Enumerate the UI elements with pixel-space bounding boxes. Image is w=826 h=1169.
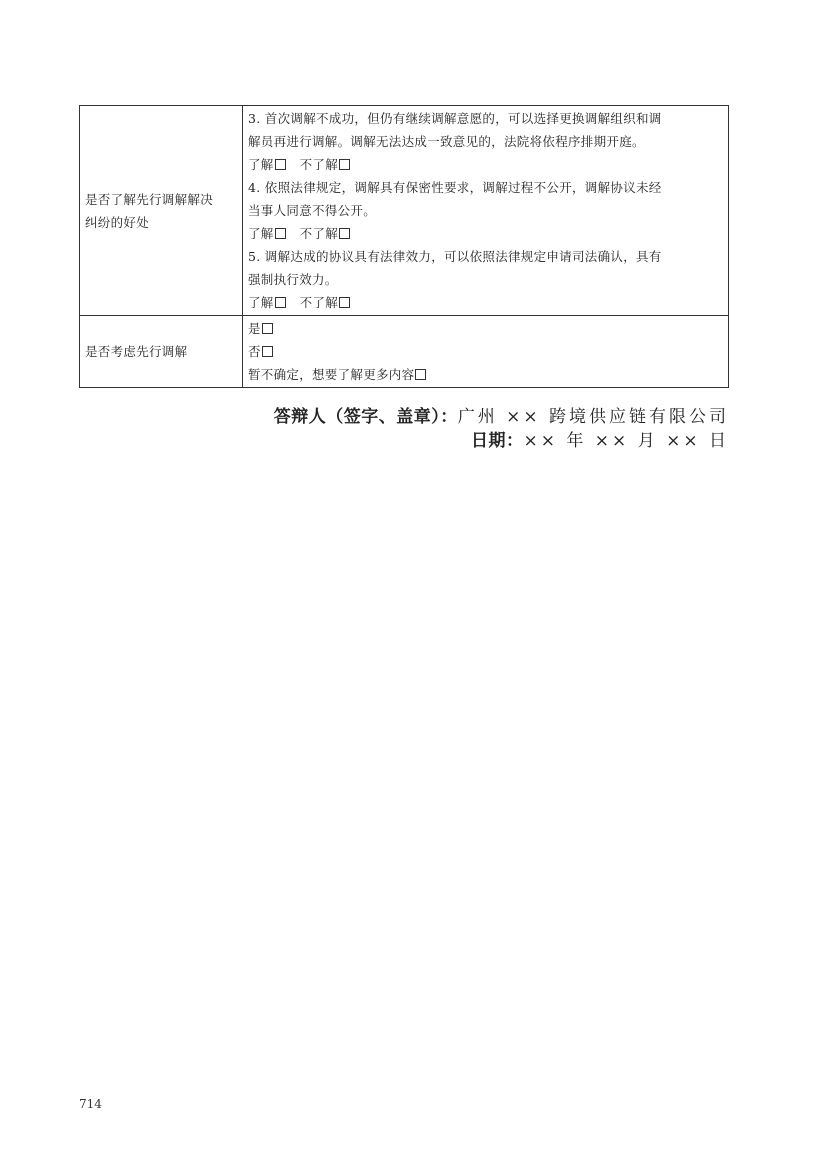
option-understand-label: 了解 xyxy=(248,295,274,310)
row-label-line: 是否考虑先行调解 xyxy=(85,344,188,359)
respondent-label: 答辩人（签字、盖章）： xyxy=(273,407,458,427)
choice-no-label: 否 xyxy=(248,344,261,359)
understand-checkbox[interactable] xyxy=(275,297,286,308)
row-label-consider-mediation xyxy=(80,316,243,388)
option-not-understand-label: 不了解 xyxy=(299,157,339,172)
benefit-item-3-text: 3. 首次调解不成功，但仍有继续调解意愿的，可以选择更换调解组织和调 xyxy=(248,111,662,126)
benefit-item-4-text: 当事人同意不得公开。 xyxy=(248,203,377,218)
benefit-item-3-text: 解员再进行调解。调解无法达成一致意见的，法院将依程序排期开庭。 xyxy=(248,134,645,149)
table-row-consider-mediation xyxy=(80,316,729,388)
not-understand-checkbox[interactable] xyxy=(339,159,350,170)
benefit-item-5-text: 强制执行效力。 xyxy=(248,272,338,287)
choice-yes xyxy=(248,317,723,340)
page-number: 714 xyxy=(79,1097,102,1111)
not-understand-checkbox[interactable] xyxy=(339,297,350,308)
choice-undecided xyxy=(248,363,723,386)
benefit-item-5-options xyxy=(248,291,723,314)
benefit-items-cell xyxy=(243,106,729,316)
choice-undecided-label: 暂不确定，想要了解更多内容 xyxy=(248,367,415,382)
date-value: ×× 年 ×× 月 ×× 日 xyxy=(523,431,729,451)
benefit-item-4-text: 4. 依照法律规定，调解具有保密性要求，调解过程不公开，调解协议未经 xyxy=(248,180,662,195)
option-not-understand-label: 不了解 xyxy=(299,226,339,241)
respondent-value: 广州 ×× 跨境供应链有限公司 xyxy=(457,407,729,427)
row-label-line: 是否了解先行调解解决 xyxy=(85,191,214,207)
table-row-mediation-benefits xyxy=(80,106,729,316)
respondent-line xyxy=(274,405,729,429)
row-label-mediation-benefits xyxy=(80,106,243,316)
no-checkbox[interactable] xyxy=(262,346,273,357)
understand-checkbox[interactable] xyxy=(275,228,286,239)
not-understand-checkbox[interactable] xyxy=(339,228,350,239)
understand-checkbox[interactable] xyxy=(275,159,286,170)
benefit-item-3-options xyxy=(248,153,723,176)
choice-yes-label: 是 xyxy=(248,321,261,336)
mediation-choice-cell xyxy=(243,316,729,388)
mediation-form-table xyxy=(79,105,729,388)
date-label: 日期： xyxy=(471,431,524,451)
option-understand-label: 了解 xyxy=(248,157,274,172)
yes-checkbox[interactable] xyxy=(262,323,273,334)
option-not-understand-label: 不了解 xyxy=(299,295,339,310)
row-label-line: 纠纷的好处 xyxy=(85,214,150,230)
benefit-item-4-options xyxy=(248,222,723,245)
benefit-item-5-text: 5. 调解达成的协议具有法律效力，可以依照法律规定申请司法确认，具有 xyxy=(248,249,662,264)
choice-no xyxy=(248,340,723,363)
date-line xyxy=(274,429,729,453)
signature-block xyxy=(274,405,729,453)
undecided-checkbox[interactable] xyxy=(415,369,426,380)
option-understand-label: 了解 xyxy=(248,226,274,241)
